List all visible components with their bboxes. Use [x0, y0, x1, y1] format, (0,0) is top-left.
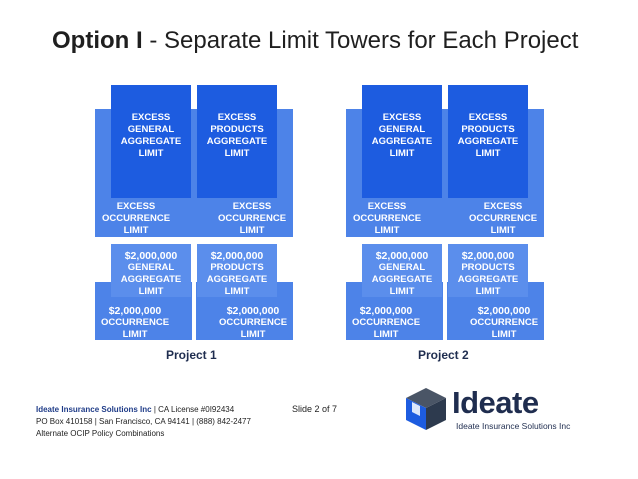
- occurrence-left-value: $2,000,000: [359, 305, 413, 317]
- project-2-label: Project 2: [418, 348, 469, 362]
- excess-occurrence-right-label: EXCESS OCCURRENCE LIMIT: [468, 201, 538, 236]
- excess-general-aggregate-label: EXCESS GENERAL AGGREGATE LIMIT: [371, 112, 433, 159]
- slide-number: Slide 2 of 7: [292, 404, 338, 414]
- general-aggregate-value: $2,000,000: [375, 250, 429, 262]
- products-aggregate-text: PRODUCTS AGGREGATE LIMIT: [457, 262, 519, 297]
- general-aggregate-text: GENERAL AGGREGATE LIMIT: [371, 262, 433, 297]
- project-1-label: Project 1: [166, 348, 217, 362]
- excess-occurrence-right-label: EXCESS OCCURRENCE LIMIT: [217, 201, 287, 236]
- products-aggregate-value: $2,000,000: [210, 250, 264, 262]
- products-aggregate-amount: [197, 250, 277, 298]
- footer-company: Ideate Insurance Solutions Inc: [36, 405, 152, 414]
- occurrence-right-amount: [464, 305, 544, 341]
- excess-products-aggregate-label: EXCESS PRODUCTS AGGREGATE LIMIT: [206, 112, 268, 159]
- general-aggregate-amount: [111, 250, 191, 298]
- slide-title: [52, 27, 578, 55]
- occurrence-right-text: OCCURRENCE LIMIT: [469, 317, 539, 340]
- occurrence-left-amount: [95, 305, 175, 341]
- excess-occurrence-left-label: EXCESS OCCURRENCE LIMIT: [352, 201, 422, 236]
- products-aggregate-value: $2,000,000: [461, 250, 515, 262]
- occurrence-left-value: $2,000,000: [108, 305, 162, 317]
- title-bold: Option I: [52, 27, 143, 54]
- general-aggregate-amount: [362, 250, 442, 298]
- excess-occurrence-left-label: EXCESS OCCURRENCE LIMIT: [101, 201, 171, 236]
- footer-license: | CA License #0I92434: [151, 405, 235, 414]
- excess-general-aggregate-label: EXCESS GENERAL AGGREGATE LIMIT: [120, 112, 182, 159]
- title-rest: - Separate Limit Towers for Each Project: [142, 27, 579, 54]
- general-aggregate-value: $2,000,000: [124, 250, 178, 262]
- footer-company-line: [36, 404, 251, 416]
- footer-address: PO Box 410158 | San Francisco, CA 94141 | (888) 842-2477: [36, 417, 251, 426]
- logo-wordmark: Ideate: [452, 385, 539, 420]
- occurrence-right-value: $2,000,000: [477, 305, 531, 317]
- occurrence-right-value: $2,000,000: [226, 305, 280, 317]
- footer-info: [36, 404, 251, 440]
- general-aggregate-text: GENERAL AGGREGATE LIMIT: [120, 262, 182, 297]
- excess-products-aggregate-label: EXCESS PRODUCTS AGGREGATE LIMIT: [457, 112, 519, 159]
- logo-tagline: Ideate Insurance Solutions Inc: [456, 421, 571, 431]
- occurrence-left-text: OCCURRENCE LIMIT: [100, 317, 170, 340]
- products-aggregate-text: PRODUCTS AGGREGATE LIMIT: [206, 262, 268, 297]
- occurrence-left-amount: [346, 305, 426, 341]
- occurrence-left-text: OCCURRENCE LIMIT: [351, 317, 421, 340]
- occurrence-right-amount: [213, 305, 293, 341]
- products-aggregate-amount: [448, 250, 528, 298]
- occurrence-right-text: OCCURRENCE LIMIT: [218, 317, 288, 340]
- footer-subject: Alternate OCIP Policy Combinations: [36, 429, 165, 438]
